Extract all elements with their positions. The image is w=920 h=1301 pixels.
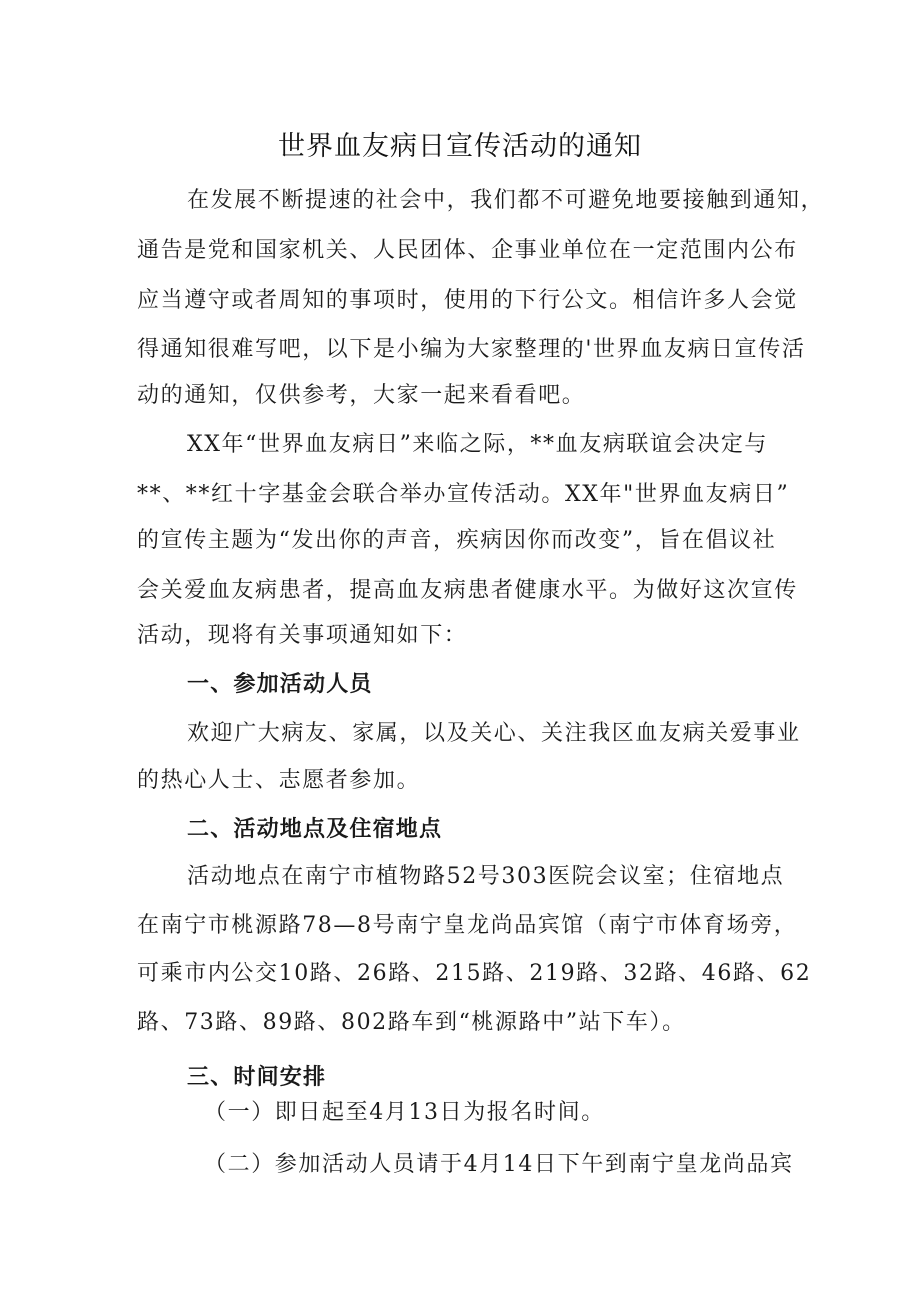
- location-line-3: 可乘市内公交10路、26路、215路、219路、32路、46路、62: [137, 961, 812, 986]
- intro-line-5: 动的通知，仅供参考，大家一起来看看吧。: [137, 383, 586, 408]
- schedule-item-2: （二）参加活动人员请于4月14日下午到南宁皇龙尚品宾: [204, 1152, 794, 1177]
- body-line-3: 的宣传主题为“发出你的声音，疾病因你而改变”，旨在倡议社: [137, 528, 777, 553]
- location-line-1: 活动地点在南宁市植物路52号303医院会议室；住宿地点: [187, 864, 785, 889]
- intro-line-3: 应当遵守或者周知的事项时，使用的下行公文。相信许多人会觉: [137, 288, 798, 313]
- body-line-1: XX年“世界血友病日”来临之际，**血友病联谊会决定与: [187, 432, 769, 457]
- section-heading-location: 二、活动地点及住宿地点: [187, 817, 443, 842]
- participants-line-2: 的热心人士、志愿者参加。: [137, 768, 421, 793]
- section-heading-schedule: 三、时间安排: [187, 1065, 327, 1090]
- participants-line-1: 欢迎广大病友、家属，以及关心、关注我区血友病关爱事业: [187, 721, 801, 746]
- schedule-item-1: （一）即日起至4月13日为报名时间。: [204, 1100, 605, 1125]
- intro-line-4: 得通知很难写吧，以下是小编为大家整理的'世界血友病日宣传活: [137, 337, 806, 362]
- section-heading-participants: 一、参加活动人员: [187, 672, 373, 697]
- document-title: 世界血友病日宣传活动的通知: [278, 131, 642, 162]
- body-line-4: 会关爱血友病患者，提高血友病患者健康水平。为做好这次宣传: [137, 578, 798, 603]
- location-line-4: 路、73路、89路、802路车到“桃源路中”站下车）。: [137, 1010, 686, 1035]
- body-line-2: **、**红十字基金会联合举办宣传活动。XX年"世界血友病日”: [137, 482, 790, 507]
- body-line-5: 活动，现将有关事项通知如下：: [137, 623, 468, 648]
- intro-line-1: 在发展不断提速的社会中，我们都不可避免地要接触到通知，: [187, 188, 825, 213]
- location-line-2: 在南宁市桃源路78—8号南宁皇龙尚品宾馆（南宁市体育场旁，: [137, 913, 798, 938]
- intro-line-2: 通告是党和国家机关、人民团体、企事业单位在一定范围内公布: [137, 238, 798, 263]
